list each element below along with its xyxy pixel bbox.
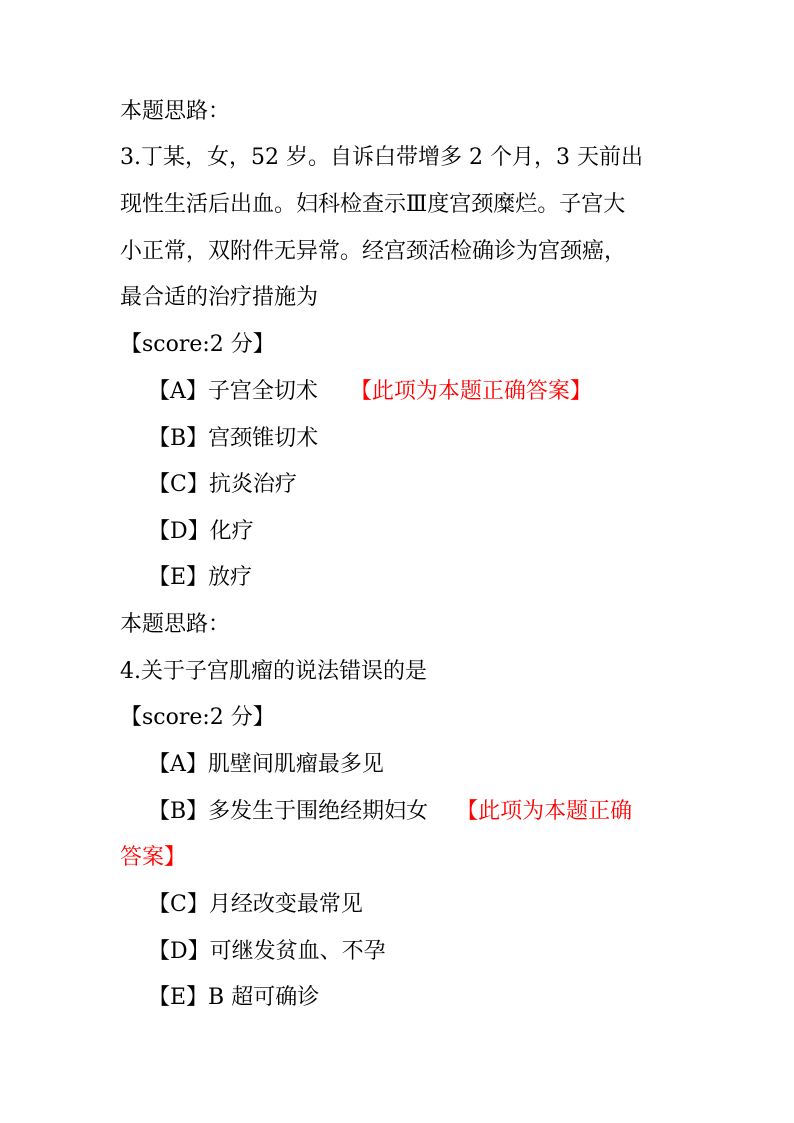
q4-score: 【score:2 分】 bbox=[120, 705, 275, 730]
q4-option-c: 【C】月经改变最常见 bbox=[148, 892, 363, 917]
q3-option-a bbox=[148, 377, 592, 407]
q3-option-d: 【D】化疗 bbox=[148, 519, 254, 544]
q4-correct-answer-marker-part2: 答案】 bbox=[120, 845, 187, 870]
q4-stem: 4.关于子宫肌瘤的说法错误的是 bbox=[120, 659, 427, 684]
q3-option-b: 【B】宫颈锥切术 bbox=[148, 426, 319, 451]
q3-stem-line-4: 最合适的治疗措施为 bbox=[120, 285, 319, 310]
q4-option-a: 【A】肌壁间肌瘤最多见 bbox=[148, 752, 384, 777]
q3-score: 【score:2 分】 bbox=[120, 332, 275, 357]
q4-option-b-label: 【B】多发生于围绝经期妇女 bbox=[148, 799, 429, 824]
q4-option-e: 【E】B 超可确诊 bbox=[148, 985, 320, 1010]
thought-label-previous: 本题思路： bbox=[120, 99, 231, 124]
q4-option-d: 【D】可继发贫血、不孕 bbox=[148, 939, 386, 964]
q3-option-c: 【C】抗炎治疗 bbox=[148, 472, 297, 497]
q3-stem-line-1: 3.丁某，女，52 岁。自诉白带增多 2 个月，3 天前出 bbox=[120, 145, 643, 170]
q4-option-b bbox=[148, 797, 632, 827]
q3-stem-line-3: 小正常，双附件无异常。经宫颈活检确诊为宫颈癌， bbox=[120, 239, 627, 264]
q3-correct-answer-marker: 【此项为本题正确答案】 bbox=[349, 379, 592, 404]
q3-thought-label: 本题思路： bbox=[120, 612, 231, 637]
q3-option-e: 【E】放疗 bbox=[148, 565, 253, 590]
q4-correct-answer-marker-part1: 【此项为本题正确 bbox=[456, 799, 633, 824]
q3-option-a-label: 【A】子宫全切术 bbox=[148, 379, 318, 404]
q3-stem-line-2: 现性生活后出血。妇科检查示Ⅲ度宫颈糜烂。子宫大 bbox=[120, 192, 626, 217]
